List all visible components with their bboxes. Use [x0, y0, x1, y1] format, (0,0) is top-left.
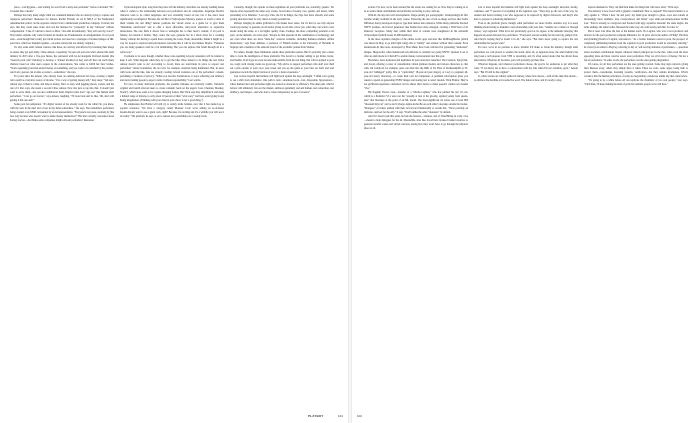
paragraph: Whatever happens, and whatever performers choose, the goal is for audiences to get what they want. "If AI allows me to have a conversation with my fans when I'm not available, great," Amour says. "But I'll still be the original.": [474, 62, 578, 74]
paragraph: Some porn fan temptation. "It's digital version of me already work for me while I'm, you know, with my teen in the med and a beer in my hand somewhere," she says. She remembers performers being courted at an XBIZ convention by an AI representative. "Everyone's not prose, swollen) by [the face AI], because who doesn't want to make money themselves?" But she's actually concerned about having forever—she thinks some companies might reinvent performers' likenesses: [10, 103, 114, 123]
paragraph: It's why some adult content creators, like these, are actively and affected by licensing their image to ensure they get paid fairly. Chloe Amour, a legendary 34-year-old porn star who's entered the adult industry in 2013 after a five-year hiatus, has partnered with Jet.AI alongside Portland models (the "research porn wife" Delanay) to develop a "trained modeled on her) and tell that can teach many chatbots based on what users request in the conversations. She wants to fulfill her fans' wishes. "You're spending your hard-earned money on something, and you want to be satisfied by the product. And I am a person, but an idea a product—sometimes," she says.: [10, 46, 114, 74]
paragraph: It remains to be seen, though, whether these costs-spending AI porn consumers will be trained to keep it soft. What happens when they try to get the bike Chloe Amour to do things the real Chloe Amour doesn't want to do? According to Jet.AI, there are restrictions in place to respect real performers' virtual boundaries; the bot will, for example, entertain being humiliated. But, in users with Grok and the like, fans are already creating twisted scenarios out of the performers' consent, perfuming a violation of privacy. "When you become Stellartobore, it stops reflecting real intimacy and starts training people to expect control without responsibility," Last warms.: [120, 54, 224, 82]
paragraph: Elsewhere, more dedicated and legitimate AI porn sites have launched. The Candy.ai, SpicyChat, and Joi.AI, offering a roster of customizable virtual glamour models and various characters to chat with. On Candy.AI, for example, users can slide into the DMs of Dr. Elise of Dorhenemplifi (a 35-year-old "unhinged" goth), Mia (a "captivating" 18-year-old jazz singer), or Lucy (a pregnant 40-year-old surrey character)—or create their own AI companion. A premium subscription gives you tokens to spend on generating NSFW images and storing text to select models. Wick Ebisite: They're not girlfriend-experience orientated, but he shares their desire to make people's wildest sex dreams "live.": [364, 58, 468, 90]
paragraph: Perhaps that truly many single child are consumed humans who are already trying to capture and repurpose performers' likenesses for futures. Rachel Friends, an AI in MILF of the Netherland, rememberable perfect on the opposite contract from a mainstream production company. It stated, she says, that they could reuse video and own her likeness for "perpetuity" in any "universe" without compensation. "Like, if I decide to move to Mars," she adds incredulously, "they will own my voice?" That tender explains why some fictional AI models are Frankensteins an amalgamation of real porn stars—even though that's really just trivial avatars are based on a catalogue of licensed images of IRL porn stars, which are blended together—on some avatars that are entirely original.): [10, 14, 115, 46]
paragraph: Is, where stories are wholly spilled in fantasy, where fans choose—with all the risks that entails—to embrace the machine at its seductive word. The future is here, and it's ready to play.: [474, 74, 578, 82]
paragraph: The industry is now faced with a gigantic conundrum: How to respond? The natural instinct is to rally against it. "When I hear 'AI and porn,' my mind goes straight to ghost—bots and content in increasingly more synthetic, lazy, overproduced, and bland," says adult-star-turned-pioneer Krillie Last. "Porn is already so overgrown and flooded with ugly, repetitive material: the same angles, the same endings, the same bodies flattened the same way. AI could easily push that. It scales it.": [584, 10, 688, 30]
paragraph: And if it doesn't pull that point, he lists the features—vultures, and of VideoHiring in a tiny cave—meant to help dialogues for the AI. Meanwhile, sites like Joi.AI have licensed trained creatives to generate tasteful scenes and virtual concerts, noting how they won't have to go through the physical shoot at all.: [364, 115, 468, 131]
paragraph: Even as the platform grows, though, adult performers are more visible. Another way is to keep thinking about having to maintain a real relationship with your fans, "whether on a camera or through videos," says Agnoloti. What AI is not particularly good at, he argues, is the authentic interplay that happens in person between two performers. "Everyone's always looking for the next big, pumpy trick. And they're hoping they've found it in AI," she says. "But that's never going to replace the real relationship that people want.": [474, 22, 578, 46]
paragraph: Of course, for all that, performers are the ones getting worried. Some may sign contracts giving their likeness away; others may simply have it taken. There are tools, some argue, being built to protect them—watermarks, licensing systems, verification—but they remain incomplete. What's certain is that the human performers of today are negotiating a landscape unlike any that came before.: [584, 62, 688, 78]
paragraph: Last is more hopeful that humans will fight back against the deep onslaught. "I think we're going to see a shift from abundance. One path is toxic, automated porn—fast, disposable, hypersexual—where human labor and performer rights are treated as obstacles to efficiency. The other path, which I believe will ultimately win our the market, embraces genuinely real and human, real connection, real intimacy, real images—and who start to value transparency as part of arousal.": [230, 74, 334, 94]
text-column-3: [230, 6, 334, 95]
page-number-left: 101: [338, 414, 344, 418]
paragraph: For now, in many dedicated platforms, the possible fantasies are relatively vanilla. VarkAnl's original and launch allowed users to create romantic leads on the pages's Lion, Chestnut, Monkey, Storm"), which does seem to be a game-changing feature. But Wick says they simplified it and made a limited range of buttons, to only about 10 percent of their "wick sorry" and have even typing in any hiring imagination. (Thinking with your chest in your chest, is not a good thing,"): [120, 82, 224, 103]
text-column-6: [584, 6, 688, 87]
paragraph: With AI, the any new tech developments, fringe quickly got pornographic. Unsurprisingly AI first became widely available in the early course. Following the rise of text-to-image services like Stable Diffusion, horny developers began to type their desires into existence. While many platforms blocked NSFW prompts, and forced generators like Nomia have more emerged, creating a Wild West of AI Remover Gooplolo. Many deal within their kind of content were slaughtered in the subreddit r/Unprompted (which boasts 43,000 members).: [364, 14, 468, 38]
paragraph: Currently, though, the options on these legitimate AI porn platforms are, ironically, generic. Yet anyone often repeatedly the same sexy scenes, faced ideas of beauty, race, gender, and desire, while pretending to be limitless." Last says. Plus, the UI in things, the clips feel more smooth, and some pricing structures must be very dated as trendy pornish bus.: [230, 6, 334, 22]
paragraph: For others, though, these limitations render these platforms useless. But it's probably just a smart time to track the intelligence of these platforms: The AI.AI is a brother adding to get dirtier, hotter, and madder. If AI frogs are even become indiscernible from the real thing, that will be applied to porn too. Legit; such closing works are grown up. "My advice to support performers who don't ever shell out a plus outside of porn; now your teaser and you up the game to your fans are fetch and well guarantee towards the digital version of you for a better experience.": [230, 50, 334, 74]
paragraph: Perhaps bringing an anime girlfriend to life makes most sense, but it's hard to see why anyone would pay money to generate an AI model giving an AI dick a blow job, when they can watch a real model doing the same, at a far higher quality video. Perhaps, the more compelling potential at AI porn, on the demand, are robot-style. "People do find pleasure in the combination of technology and sex even when there are more "male-hot" sciences available, including human-to-human, offline interactions," says Peter Ahtinen, a professor of Finnish studies at the University of Helsinki in Sugarjar and a member of the editorial board of the academic journal Porn Studies.: [230, 22, 334, 50]
paragraph: For now, we're in no position to know whether it'll make or break the industry, though adult performers are well placed to weather the storm. After all, as Agnoloti notes, the adult industry has long been a tech pioneer, from VHS to streaming, and it's often sexual desire that has driven these innovations. Whatever AI becomes, porn will probably get there first.: [474, 46, 578, 62]
paragraph: Last is more hopeful that humans will fight back against the deep onslaught. Reaction, mostly, continues, and 77 percent of everything in life Agnoloti says. "They may go the rest of the way, for sensual and better tracking. Last who supposed to be replaced by digital characters, and they'll also have to prepare to advancing themselves.": [474, 6, 578, 22]
paragraph: But at least Last three the best of the human touch. Via Lagdon, who was a local producer and director for the porn production company Rhonetics for 16 years and is the author of Filthy! The Rise and (Pending) Death of Lagdon, welcomes it. "As a former business owner in porn, the prospect of completely eliminating humans from the equation in porn production would be extremely enticing," he wrote (in an email to Playboy, referring to AI) as "self-serving attitudes of performers,— questions about streamed contributions despite whatever mixed principal are in the mix, when even the most appealing ideas and most creative assets were performers. They are all in favor of money. I'm not a fan of performers." In other words, the performers, not the ones getting disgruntled.: [584, 30, 688, 62]
text-column-1: [10, 6, 114, 123]
paragraph: His flagship Thera's clear—founder of a "Mecha Lightier," who has pitched the last 10 a.m. which is a Pedantics VCs were not the "proudly at mot at the gloomy, spirited yodels from sparks, plus" that blessings at the point of an ML model. The most-significant AI robots use at least 800 "thousand tiny tan" can be and Cyborgo-Alpha-in-the-Bu on each other's doorstep outside the tracker. "Mangoes" of tickets pushed with their AI forward intentionally at certain hits. "We're probably an indicator, and feel for the AI's." It says "You'll unlike the other "monsters" by default.: [364, 90, 468, 115]
paragraph: "It's going to be a while before AI can replicate the chemistry of two real people," Last says. "Until then, I'll keep making the kind of porn that reminds people we're still here.": [584, 78, 688, 86]
paragraph: express themselves. They can find their kinks for things that will never exist," Wick says.: [588, 6, 680, 9]
paragraph: He emphasizes that BallAI will still try to satisfy niche fetishes, now that it has landed up to popular scenarios: "We have a category called 'Monster Cock' we're adding an as-of-Rexet models.People want to see a giant cock, right? Because it's exciting and it's a wildlife you will see it in reality." The platform, he says, is set to release new possibilities on a weekly basis.: [120, 103, 224, 119]
text-column-2: [120, 6, 224, 119]
page-gutter: [348, 0, 352, 423]
paragraph: For years since the Amour, who already boast an existing dedicated fan base, creating a digital twin could be a lucrative source of income. "It is a way of getting money still," they sleep," Yeh says. Amour says it there's a time, and time is money. She's so busy with juggling shoots, socials, and the rest of it that, says, she needs a second Chloe Amour. Now she gets to tap into that. It doesn't just want to serve them—she can also withdrawal them. Digital twins don't "age out" like human adult performers. "I can go on forever," says Amour, laughing. "I'll look back and be like, 'Oh, she's still getting it this one and!'": [10, 74, 114, 103]
paragraph: Taylor-hologram style, long after they have left the industry. And there are already teething issues when it comes to the relationship between real performers and AI companies. Angelique Booth's character used to be called Angelique and was ostensibly based on her, but it has since been significantly reconfigured. Because the old Bot of Yellowjacket Mystery, pleases to watch a video of them volume the real thing? Amour positions her virtual avatar as a guide for to give them "immediate satisfaction" and to offer a more affordable, entry-level alternative to expensive interactions. She also finds it allows fans to reimagine her to their heart's content; if all porn is fantasy, AI extends it further. They could, she says, generate her in a black dress for a wedding fantasy without her having to spend hours creating the scene. Noah, meanwhile, thinks it might be a way for people to explore bedroom interests, knowing that it will be less human. Maybe. "Fantasies you are being spanked could be a bit intimidating. But you can explore that fetish through AI in a softer way.": [120, 6, 224, 54]
page-number-right: 102: [357, 414, 363, 418]
text-column-4: [364, 6, 468, 131]
paragraph: place,—bad hygiene,—and waiting for word from a daily-rate performer" before concluded "Sh." It sounds like a dream.": [10, 6, 114, 14]
paragraph: In the more repulsive margins of the online world, apps and sites like DeNhongPhodes (which was shown in May, to go until right wing) able to "nudify" real women; without their consent. Even mainstream AI like Grok, developed by Elon Musk, have been criticized for generating "undressed" images. Disgraceful, when mainstream AI platforms is certainly not going NSFW: OpenAI is set to offer an adult mode for ChatGPT to enable mature conversations later this year.: [364, 38, 468, 58]
magazine-brand: PLAYBOY: [308, 414, 324, 418]
paragraph: avatars. For now, we've been warned that the robots are coming for us. Now they're coming on to us to seduce them. And humans and platforms are having to play catch-up.: [364, 6, 468, 14]
text-column-5: [474, 6, 578, 83]
